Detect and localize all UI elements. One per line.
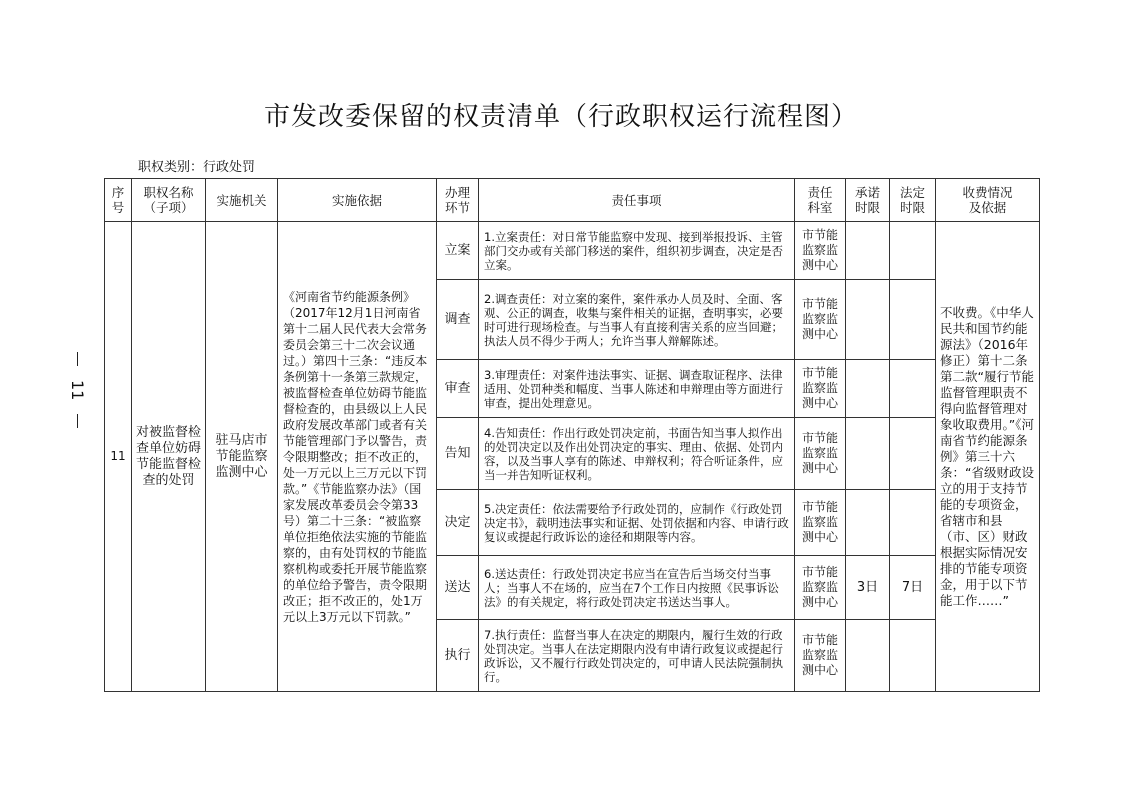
- table-header-row: [105, 179, 1040, 222]
- step-responsibility: 3.审理责任：对案件违法事实、证据、调查取证程序、法律适用、处罚种类和幅度、当事人陈述和申辩理由等方面进行审查，提出处理意见。: [479, 360, 795, 418]
- step-legal-empty: [890, 360, 936, 418]
- header-basis: 实施依据: [278, 179, 437, 222]
- step-name: 执行: [437, 620, 479, 692]
- step-department: 市节能监察监测中心: [795, 418, 846, 490]
- step-name: 调查: [437, 280, 479, 360]
- step-department: 市节能监察监测中心: [795, 280, 846, 360]
- header-legal: 法定 时限: [890, 179, 936, 222]
- header-dept: 责任 科室: [795, 179, 846, 222]
- header-fees: 收费情况 及依据: [936, 179, 1040, 222]
- page-number-dash-top: [77, 352, 78, 366]
- step-name: 送达: [437, 556, 479, 620]
- cell-fees: 不收费。《中华人民共和国节约能源法》（2016年修正）第十二条第二款“履行节能监督管理职责不得向监督管理对象收取费用。”《河南省节约能源条例》第三十六条：“省级财政设立的用于支持节能的专项资金，省辖市和县（市、区）财政根据实际情况安排的节能专项资金，用于以下节能工作……”: [936, 222, 1040, 692]
- step-department: 市节能监察监测中心: [795, 490, 846, 556]
- step-department: 市节能监察监测中心: [795, 620, 846, 692]
- legal-time: 7日: [890, 556, 936, 620]
- step-legal-empty: [890, 490, 936, 556]
- step-legal-empty: [890, 222, 936, 280]
- page-number: [66, 348, 88, 432]
- cell-basis: 《河南省节约能源条例》（2017年12月1日河南省第十二届人民代表大会常务委员会第三十二次会议通过。）第四十三条：“违反本条例第十一条第三款规定，被监督检查单位妨碍节能监督检查的，由县级以上人民政府发展改革部门或者有关节能管理部门予以警告，责令限期整改；拒不改正的，处一万元以上三万元以下罚款。”《节能监察办法》（国家发展改革委员会令第33号）第二十三条：“被监察单位拒绝依法实施的节能监察的，由有处罚权的节能监察机构或委托开展节能监察的单位给予警告，责令限期改正；拒不改正的，处1万元以上3万元以下罚款。”: [278, 222, 437, 692]
- header-seq: 序 号: [105, 179, 132, 222]
- step-promise-empty: [846, 418, 890, 490]
- step-promise-empty: [846, 280, 890, 360]
- page-number-dash-bottom: [77, 414, 78, 428]
- cell-power-name: 对被监督检查单位妨碍节能监督检查的处罚: [132, 222, 206, 692]
- cell-agency: 驻马店市节能监察监测中心: [206, 222, 278, 692]
- step-responsibility: 6.送达责任：行政处罚决定书应当在宣告后当场交付当事人；当事人不在场的，应当在7个工作日内按照《民事诉讼法》的有关规定，将行政处罚决定书送达当事人。: [479, 556, 795, 620]
- header-resp: 责任事项: [479, 179, 795, 222]
- power-list-table: [104, 178, 1040, 692]
- step-legal-empty: [890, 418, 936, 490]
- step-name: 决定: [437, 490, 479, 556]
- step-department: 市节能监察监测中心: [795, 556, 846, 620]
- header-agency: 实施机关: [206, 179, 278, 222]
- step-responsibility: 7.执行责任：监督当事人在决定的期限内，履行生效的行政处罚决定。当事人在法定期限内没有申请行政复议或提起行政诉讼，又不履行行政处罚决定的，可申请人民法院强制执行。: [479, 620, 795, 692]
- step-department: 市节能监察监测中心: [795, 360, 846, 418]
- step-name: 立案: [437, 222, 479, 280]
- step-promise-empty: [846, 620, 890, 692]
- step-legal-empty: [890, 620, 936, 692]
- step-promise-empty: [846, 490, 890, 556]
- page-title: 市发改委保留的权责清单（行政职权运行流程图）: [263, 102, 858, 132]
- step-name: 告知: [437, 418, 479, 490]
- power-category: 职权类别：行政处罚: [138, 160, 256, 175]
- promise-time: 3日: [846, 556, 890, 620]
- step-promise-empty: [846, 222, 890, 280]
- step-responsibility: 1.立案责任：对日常节能监察中发现、接到举报投诉、主管部门交办或有关部门移送的案件，组织初步调查，决定是否立案。: [479, 222, 795, 280]
- header-step: 办理 环节: [437, 179, 479, 222]
- step-legal-empty: [890, 280, 936, 360]
- header-promise: 承诺 时限: [846, 179, 890, 222]
- page-number-value: 11: [68, 380, 87, 401]
- step-promise-empty: [846, 360, 890, 418]
- step-department: 市节能监察监测中心: [795, 222, 846, 280]
- step-responsibility: 2.调查责任：对立案的案件，案件承办人员及时、全面、客观、公正的调查，收集与案件相关的证据，查明事实，必要时可进行现场检查。与当事人有直接利害关系的应当回避；执法人员不得少于两人；允许当事人辩解陈述。: [479, 280, 795, 360]
- cell-seq: 11: [105, 222, 132, 692]
- header-name: 职权名称 （子项）: [132, 179, 206, 222]
- table-row: [105, 222, 1040, 280]
- step-name: 审查: [437, 360, 479, 418]
- step-responsibility: 4.告知责任：作出行政处罚决定前，书面告知当事人拟作出的处罚决定以及作出处罚决定的事实、理由、依据、处罚内容，以及当事人享有的陈述、申辩权利；符合听证条件，应当一并告知听证权利。: [479, 418, 795, 490]
- step-responsibility: 5.决定责任：依法需要给予行政处罚的，应制作《行政处罚决定书》，载明违法事实和证据、处罚依据和内容、申请行政复议或提起行政诉讼的途径和期限等内容。: [479, 490, 795, 556]
